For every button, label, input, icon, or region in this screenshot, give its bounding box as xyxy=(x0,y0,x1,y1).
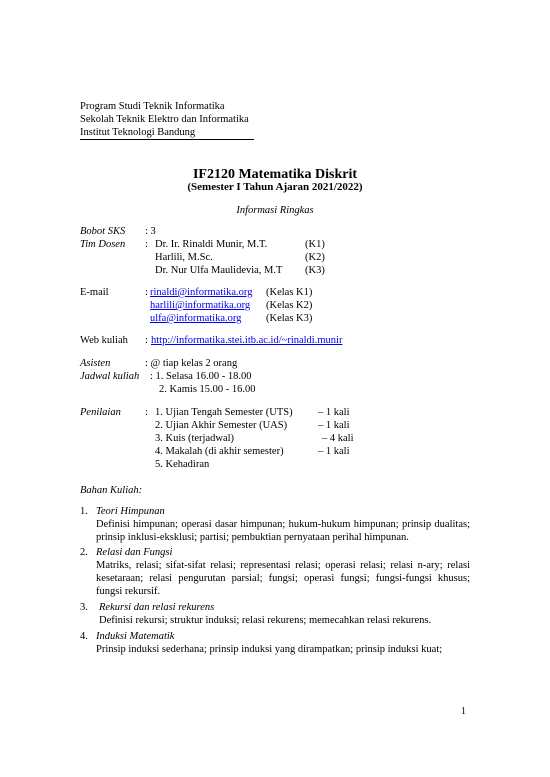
email-colon: : xyxy=(145,287,148,298)
topic-description: Prinsip induksi sederhana; prinsip induksi yang dirampatkan; prinsip induksi kuat; xyxy=(96,644,443,655)
penilaian-freq: – 1 kali xyxy=(318,446,350,457)
topic-title: Teori Himpunan xyxy=(96,506,165,517)
dosen-kelas: (K3) xyxy=(305,265,325,276)
email-label: E-mail xyxy=(80,287,109,298)
institution-header xyxy=(80,100,249,139)
penilaian-item: 2. Ujian Akhir Semester (UAS) xyxy=(155,420,288,431)
header-rule xyxy=(80,139,254,140)
course-subtitle: (Semester I Tahun Ajaran 2021/2022) xyxy=(187,181,363,193)
dosen-label: Tim Dosen xyxy=(80,239,126,250)
topic-number: 1. xyxy=(80,506,88,517)
header-school: Sekolah Teknik Elektro dan Informatika xyxy=(80,114,249,125)
penilaian-freq: – 4 kali xyxy=(322,433,354,444)
asisten-value: : @ tiap kelas 2 orang xyxy=(145,358,238,369)
topic-title: Relasi dan Fungsi xyxy=(96,547,173,558)
dosen-kelas: (K2) xyxy=(305,252,325,263)
topic-description: Definisi rekursi; struktur induksi; relasi rekurens; memecahkan relasi rekurens. xyxy=(99,615,432,626)
email-link-k1[interactable]: rinaldi@informatika.org xyxy=(150,287,253,298)
penilaian-colon: : xyxy=(145,407,148,418)
topic-title: Rekursi dan relasi rekurens xyxy=(99,602,215,613)
jadwal-label: Jadwal kuliah xyxy=(80,371,140,382)
jadwal-line: : 1. Selasa 16.00 - 18.00 xyxy=(150,371,252,382)
dosen-name: Dr. Ir. Rinaldi Munir, M.T. xyxy=(155,239,268,250)
bobot-value: : 3 xyxy=(145,226,156,237)
topic-description: Definisi himpunan; operasi dasar himpunan; hukum-hukum himpunan; prinsip dualitas; prinsip inklusi-eksklusi; partisi; pembuktian pernyataan perihal himpunan. xyxy=(96,519,470,544)
web-colon: : xyxy=(145,335,148,346)
jadwal-line: 2. Kamis 15.00 - 16.00 xyxy=(159,384,256,395)
penilaian-label: Penilaian xyxy=(80,407,121,418)
dosen-name: Harlili, M.Sc. xyxy=(155,252,213,263)
asisten-label: Asisten xyxy=(80,358,111,369)
penilaian-item: 4. Makalah (di akhir semester) xyxy=(155,446,284,457)
dosen-kelas: (K1) xyxy=(305,239,325,250)
course-title: IF2120 Matematika Diskrit xyxy=(192,167,358,182)
topic-number: 2. xyxy=(80,547,88,558)
penilaian-item: 3. Kuis (terjadwal) xyxy=(155,433,235,444)
dosen-name: Dr. Nur Ulfa Maulidevia, M.T xyxy=(155,265,283,276)
info-heading: Informasi Ringkas xyxy=(236,205,314,216)
header-institute: Institut Teknologi Bandung xyxy=(80,127,196,138)
penilaian-item: 1. Ujian Tengah Semester (UTS) xyxy=(155,407,293,418)
topic-title: Induksi Matematik xyxy=(96,631,175,642)
email-link-k3[interactable]: ulfa@informatika.org xyxy=(150,313,242,324)
page-number: 1 xyxy=(461,706,466,717)
web-link[interactable]: http://informatika.stei.itb.ac.id/~rinaldi.munir xyxy=(151,335,343,346)
header-program: Program Studi Teknik Informatika xyxy=(80,101,225,112)
topic-number: 3. xyxy=(80,602,88,613)
email-kelas: (Kelas K3) xyxy=(266,313,313,324)
dosen-colon: : xyxy=(145,239,148,250)
penilaian-item: 5. Kehadiran xyxy=(155,459,210,470)
bobot-label: Bobot SKS xyxy=(80,226,126,237)
topic-number: 4. xyxy=(80,631,88,642)
bahan-label: Bahan Kuliah: xyxy=(80,485,143,496)
topic-description: Matriks, relasi; sifat-sifat relasi; representasi relasi; operasi relasi; relasi n-ary; relasi kesetaraan; relasi pengurutan parsial; fungsi; operasi fungsi; fungsi-fungsi khusus; fungsi rekursif. xyxy=(96,560,470,598)
email-kelas: (Kelas K2) xyxy=(266,300,313,311)
email-kelas: (Kelas K1) xyxy=(266,287,313,298)
email-link-k2[interactable]: harlili@informatika.org xyxy=(150,300,251,311)
web-label: Web kuliah xyxy=(80,335,128,346)
penilaian-freq: – 1 kali xyxy=(318,407,350,418)
penilaian-freq: – 1 kali xyxy=(318,420,350,431)
